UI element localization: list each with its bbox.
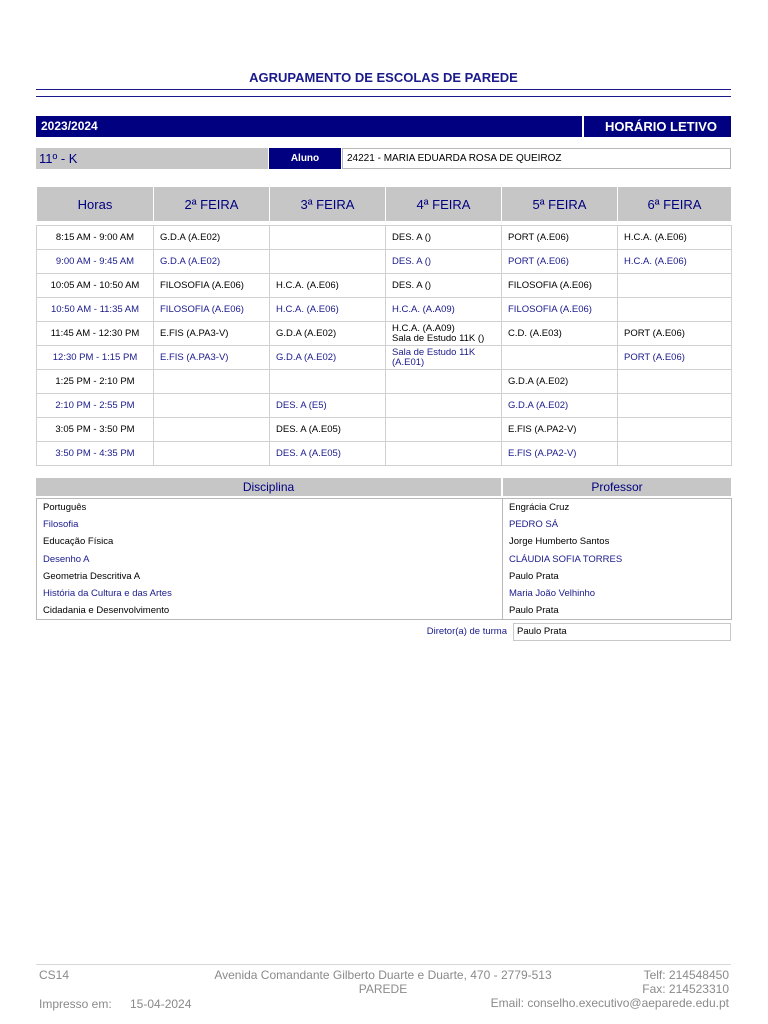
schedule-cell: DES. A (A.E05): [270, 418, 386, 442]
cell-line: H.C.A. (A.A09): [392, 322, 455, 334]
schedule-cell: PORT (A.E06): [502, 250, 618, 274]
schedule-cell: G.D.A (A.E02): [154, 226, 270, 250]
time-slot: 10:05 AM - 10:50 AM: [37, 274, 154, 298]
schedule-banner: [36, 116, 731, 137]
discipline-row: [37, 533, 732, 550]
time-slot: 3:50 PM - 4:35 PM: [37, 442, 154, 466]
director-name: Paulo Prata: [513, 623, 731, 641]
time-slot: 12:30 PM - 1:15 PM: [37, 346, 154, 370]
discipline-name: História da Cultura e das Artes: [43, 588, 172, 600]
time-slot: 9:00 AM - 9:45 AM: [37, 250, 154, 274]
schedule-cell: FILOSOFIA (A.E06): [502, 274, 618, 298]
discipline-row: [37, 551, 732, 568]
schedule-type: HORÁRIO LETIVO: [584, 116, 731, 137]
schedule-row: [37, 322, 732, 346]
cell-line: (A.E01): [392, 356, 425, 368]
schedule-cell: DES. A (): [386, 274, 502, 298]
discipline-name: Desenho A: [43, 553, 90, 565]
schedule-cell: G.D.A (A.E02): [270, 322, 386, 346]
header-thursday: 5ª FEIRA: [502, 187, 618, 222]
discipline-name: Educação Física: [43, 536, 114, 548]
discipline-column-header: Disciplina: [36, 478, 501, 496]
schedule-cell: G.D.A (A.E02): [502, 370, 618, 394]
discipline-name: Cidadania e Desenvolvimento: [43, 605, 170, 617]
teacher-name: PEDRO SÁ: [503, 516, 732, 533]
schedule-row: [37, 274, 732, 298]
discipline-name: Português: [43, 502, 87, 514]
cell-line: Sala de Estudo 11K: [392, 346, 476, 358]
schedule-cell: [270, 226, 386, 250]
schedule-cell: E.FIS (A.PA2-V): [502, 418, 618, 442]
address-line: Avenida Comandante Gilberto Duarte e Duarte, 470 - 2779-513: [214, 968, 552, 982]
schedule-cell: PORT (A.E06): [618, 346, 732, 370]
schedule-cell: E.FIS (A.PA3-V): [154, 346, 270, 370]
discipline-name: Geometria Descritiva A: [43, 570, 141, 582]
disciplines-table: [36, 498, 732, 620]
schedule-cell: FILOSOFIA (A.E06): [154, 298, 270, 322]
teacher-name: Maria João Velhinho: [503, 585, 732, 602]
schedule-cell: E.FIS (A.PA3-V): [154, 322, 270, 346]
form-code: CS14: [39, 968, 70, 982]
title-rule-bottom: [36, 96, 731, 97]
schedule-cell: [618, 394, 732, 418]
schedule-cell: FILOSOFIA (A.E06): [154, 274, 270, 298]
schedule-cell: PORT (A.E06): [502, 226, 618, 250]
header-hours: Horas: [37, 187, 154, 222]
header-friday: 6ª FEIRA: [618, 187, 732, 222]
schedule-row: [37, 418, 732, 442]
schedule-cell: [502, 346, 618, 370]
schedule-cell: C.D. (A.E03): [502, 322, 618, 346]
schedule-cell: FILOSOFIA (A.E06): [502, 298, 618, 322]
student-name: 24221 - MARIA EDUARDA ROSA DE QUEIROZ: [342, 148, 731, 169]
time-slot: 3:05 PM - 3:50 PM: [37, 418, 154, 442]
schedule-row: [37, 346, 732, 370]
schedule-cell: [270, 370, 386, 394]
school-title: AGRUPAMENTO DE ESCOLAS DE PAREDE: [249, 70, 518, 85]
class-director: [36, 623, 731, 641]
header-monday: 2ª FEIRA: [154, 187, 270, 222]
director-label: Diretor(a) de turma: [426, 626, 507, 637]
time-slot: 1:25 PM - 2:10 PM: [37, 370, 154, 394]
teacher-name: Jorge Humberto Santos: [503, 533, 732, 550]
schedule-row: [37, 442, 732, 466]
schedule-table: [36, 186, 732, 466]
schedule-cell: PORT (A.E06): [618, 322, 732, 346]
disciplines-header: [36, 478, 731, 496]
schedule-cell: [386, 370, 502, 394]
schedule-cell: E.FIS (A.PA2-V): [502, 442, 618, 466]
schedule-row: [37, 250, 732, 274]
schedule-row: [37, 394, 732, 418]
phone-number: Telf: 214548450: [643, 968, 729, 982]
address-city: PAREDE: [358, 982, 408, 996]
teacher-name: CLÁUDIA SOFIA TORRES: [503, 551, 732, 568]
printed-date: 15-04-2024: [130, 997, 192, 1011]
schedule-cell: [618, 418, 732, 442]
schedule-row: [37, 370, 732, 394]
schedule-cell: [386, 394, 502, 418]
schedule-cell: H.C.A. (A.E06): [270, 298, 386, 322]
schedule-cell: [618, 274, 732, 298]
time-slot: 8:15 AM - 9:00 AM: [37, 226, 154, 250]
schedule-cell: [386, 418, 502, 442]
discipline-row: [37, 568, 732, 585]
schedule-cell: [618, 370, 732, 394]
schedule-cell: DES. A (E5): [270, 394, 386, 418]
schedule-cell: [386, 322, 502, 346]
student-label: Aluno: [269, 148, 341, 169]
schedule-cell: [618, 298, 732, 322]
schedule-cell: H.C.A. (A.E06): [618, 250, 732, 274]
schedule-cell: H.C.A. (A.E06): [618, 226, 732, 250]
schedule-row: [37, 298, 732, 322]
discipline-name: Filosofia: [43, 519, 79, 531]
class-name: 11º - K: [36, 148, 268, 169]
discipline-row: [37, 516, 732, 533]
schedule-cell: DES. A (): [386, 226, 502, 250]
cell-line: Sala de Estudo 11K (): [392, 332, 485, 344]
schedule-cell: [154, 442, 270, 466]
schedule-cell: G.D.A (A.E02): [154, 250, 270, 274]
time-slot: 11:45 AM - 12:30 PM: [37, 322, 154, 346]
school-year: 2023/2024: [36, 116, 582, 137]
discipline-row: [37, 585, 732, 602]
teacher-column-header: Professor: [503, 478, 731, 496]
schedule-cell: [154, 418, 270, 442]
teacher-name: Paulo Prata: [503, 568, 732, 585]
schedule-cell: G.D.A (A.E02): [270, 346, 386, 370]
schedule-cell: [154, 394, 270, 418]
class-bar: [36, 148, 731, 169]
schedule-header-row: [37, 187, 732, 222]
schedule-cell: H.C.A. (A.A09): [386, 298, 502, 322]
time-slot: 2:10 PM - 2:55 PM: [37, 394, 154, 418]
schedule-cell: DES. A (): [386, 250, 502, 274]
schedule-cell: G.D.A (A.E02): [502, 394, 618, 418]
discipline-row: [37, 602, 732, 620]
printed-label: Impresso em:: [39, 997, 112, 1011]
teacher-name: Paulo Prata: [503, 602, 732, 620]
time-slot: 10:50 AM - 11:35 AM: [37, 298, 154, 322]
email-address: Email: conselho.executivo@aeparede.edu.pt: [490, 996, 729, 1010]
schedule-cell: [386, 346, 502, 370]
fax-number: Fax: 214523310: [642, 982, 729, 996]
schedule-row: [37, 226, 732, 250]
contact-info: [428, 968, 729, 1010]
header-tuesday: 3ª FEIRA: [270, 187, 386, 222]
footer-rule: [36, 964, 731, 965]
discipline-row: [37, 499, 732, 517]
schedule-cell: [154, 370, 270, 394]
schedule-cell: [270, 250, 386, 274]
schedule-cell: [618, 442, 732, 466]
schedule-cell: [386, 442, 502, 466]
schedule-cell: H.C.A. (A.E06): [270, 274, 386, 298]
header-wednesday: 4ª FEIRA: [386, 187, 502, 222]
schedule-cell: DES. A (A.E05): [270, 442, 386, 466]
title-rule-top: [36, 89, 731, 90]
teacher-name: Engrácia Cruz: [503, 499, 732, 517]
